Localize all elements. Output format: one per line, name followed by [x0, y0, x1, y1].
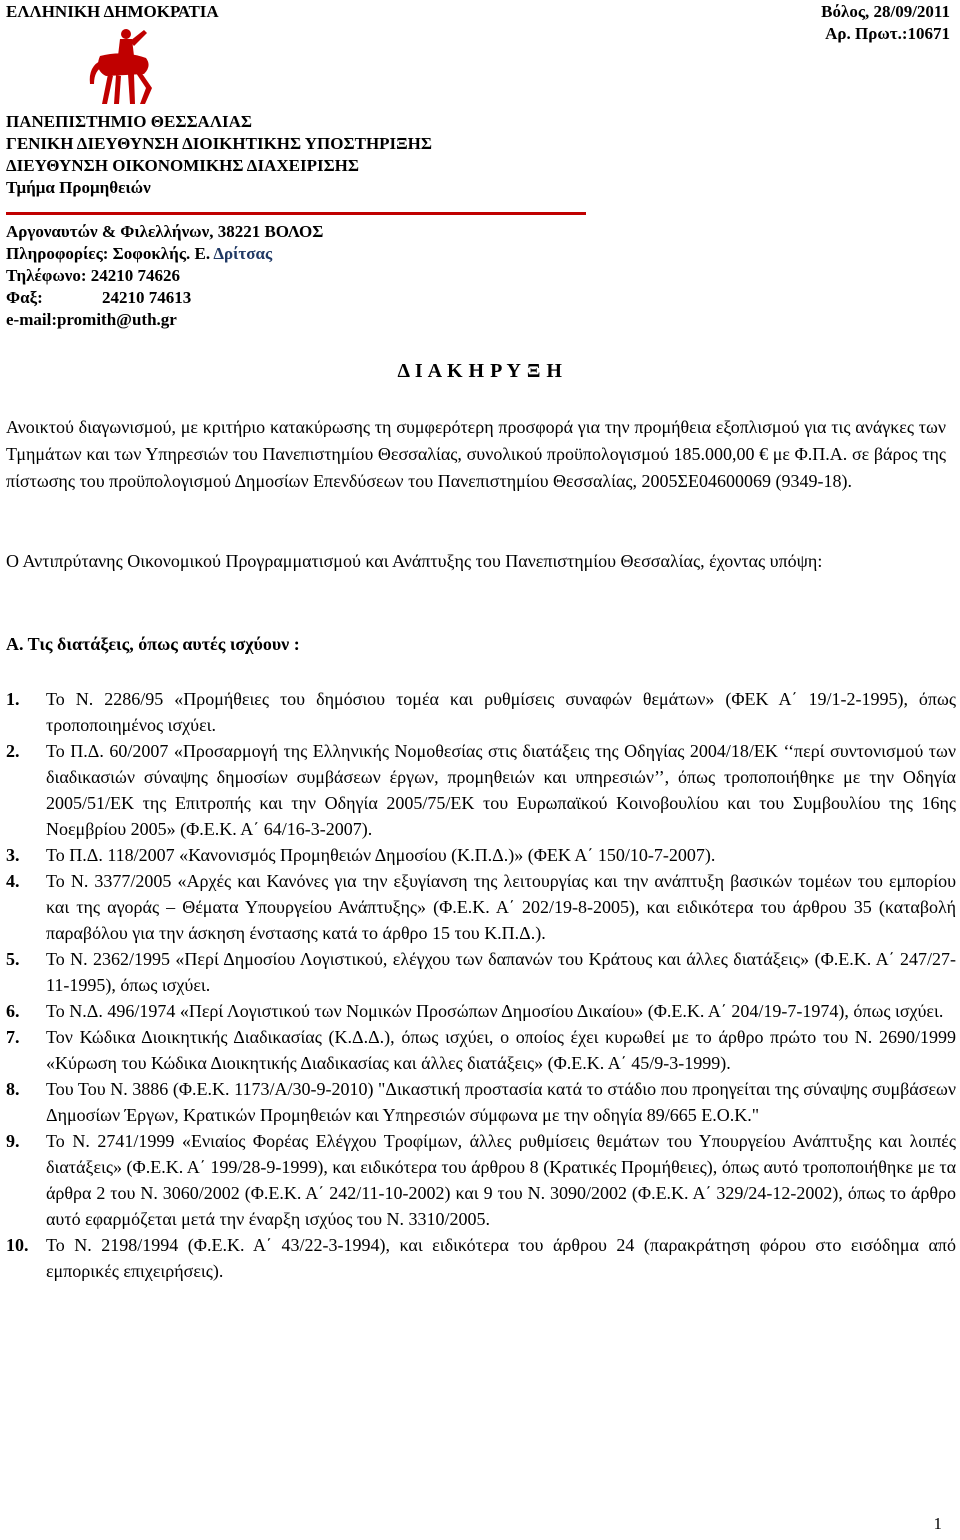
list-item-text: Το Ν. 2362/1995 «Περί Δημοσίου Λογιστικού, ελέγχου των δαπανών του Κράτους και άλλες διατάξεις» (Φ.Ε.Κ. Α΄ 247/27-11-1995), όπως ισχύει. — [46, 949, 956, 995]
email: e-mail:promith@uth.gr — [6, 310, 177, 329]
list-item-number: 2. — [6, 741, 20, 761]
list-item-text: Του Του Ν. 3886 (Φ.Ε.Κ. 1173/Α/30-9-2010) "Δικαστική προστασία κατά το στάδιο που προηγείται της σύναψης συμβάσεων Δημοσίων Έργων, Κρατικών Προμηθειών και Υπηρεσιών σύμφωνα με την οδηγία 89/665 Ε.Ο.Κ." — [46, 1079, 956, 1125]
org-line-general-directorate: ΓΕΝΙΚΗ ΔΙΕΥΘΥΝΣΗ ΔΙΟΙΚΗΤΙΚΗΣ ΥΠΟΣΤΗΡΙΞΗΣ — [6, 134, 433, 153]
list-item — [6, 1024, 956, 1076]
list-item-text: Το Ν. 2741/1999 «Ενιαίος Φορέας Ελέγχου Τροφίμων, άλλες ρυθμίσεις θεμάτων του Υπουργείου Ανάπτυξης και λοιπές διατάξεις» (Φ.Ε.Κ. Α΄ 199/28-9-1999), και ειδικότερα του άρθρου 8 (Κρατικές Προμήθειες), όπως αυτό τροποποιήθηκε με τα άρθρα 2 του Ν. 3060/2002 (Φ.Ε.Κ. Α΄ 242/11-10-2002) και 9 του Ν. 3090/2002 (Φ.Ε.Κ. Α΄ 329/24-12-2002), όπως το άρθρο αυτό εφαρμόζεται μετά την έναρξη ισχύος του Ν. 3310/2005. — [46, 1131, 956, 1229]
list-item-text: Το Ν. 3377/2005 «Αρχές και Κανόνες για την εξυγίανση της λειτουργίας και την ανάπτυξη βασικών τομέων του εμπορίου και της αγοράς – Θέματα Υπουργείου Ανάπτυξης» (Φ.Ε.Κ. Α΄ 202/19-8-2005), και ειδικότερα του άρθρου 35 (καταβολή παραβόλου για την άσκηση ένστασης κατά το άρθρο 15 του Κ.Π.Δ.). — [46, 871, 956, 943]
list-item — [6, 686, 956, 738]
phone: Τηλέφωνο: 24210 74626 — [6, 266, 181, 285]
info-label: Πληροφορίες: Σοφοκλής. Ε. — [6, 244, 214, 263]
country-heading: ΕΛΛΗΝΙΚΗ ΔΗΜΟΚΡΑΤΙΑ — [6, 2, 219, 21]
list-item-text: Το Ν.Δ. 496/1974 «Περί Λογιστικού των Νομικών Προσώπων Δημοσίου Δικαίου» (Φ.Ε.Κ. Α΄ 204/19-7-1974), όπως ισχύει. — [46, 1001, 944, 1021]
legislation-list — [6, 686, 956, 1284]
info-name: Δρίτσας — [213, 244, 273, 263]
list-item — [6, 842, 956, 868]
list-item-text: Το Π.Δ. 118/2007 «Κανονισμός Προμηθειών Δημοσίου (Κ.Π.Δ.)» (ΦΕΚ Α΄ 150/10-7-2007). — [46, 845, 716, 865]
list-item-number: 3. — [6, 845, 20, 865]
address: Αργοναυτών & Φιλελλήνων, 38221 ΒΟΛΟΣ — [6, 222, 324, 241]
fax-value: 24210 74613 — [102, 288, 192, 307]
org-line-department: Τμήμα Προμηθειών — [6, 178, 151, 197]
page-title: Δ Ι Α Κ Η Ρ Υ Ξ Η — [397, 360, 563, 382]
list-item-text: Το Ν. 2198/1994 (Φ.Ε.Κ. Α΄ 43/22-3-1994), και ειδικότερα του άρθρου 24 (παρακράτηση φόρου στο εισόδημα από εμπορικές επιχειρήσεις). — [46, 1235, 956, 1281]
org-line-directorate: ΔΙΕΥΘΥΝΣΗ ΟΙΚΟΝΟΜΙΚΗΣ ΔΙΑΧΕΙΡΙΣΗΣ — [6, 156, 360, 175]
list-item — [6, 998, 956, 1024]
fax-label: Φαξ: — [6, 288, 43, 307]
list-item — [6, 1128, 956, 1232]
list-item-number: 4. — [6, 871, 20, 891]
list-item-number: 7. — [6, 1027, 20, 1047]
list-item-number: 5. — [6, 949, 20, 969]
list-item-text: Το Π.Δ. 60/2007 «Προσαρμογή της Ελληνικής Νομοθεσίας στις διατάξεις της Οδηγίας 2004/18/ΕΚ ‘‘περί συντονισμού των διαδικασιών σύναψης δημοσίων συμβάσεων έργων, προμηθειών και υπηρεσιών’’, όπως τροποποιήθηκε με την Οδηγία 2005/51/ΕΚ της Επιτροπής και την Οδηγία 2005/75/ΕΚ του Ευρωπαϊκού Κοινοβουλίου και του Συμβουλίου της 16ης Νοεμβρίου 2005» (Φ.Ε.Κ. Α΄ 64/16-3-2007). — [46, 741, 956, 839]
list-item — [6, 738, 956, 842]
list-item — [6, 1232, 956, 1284]
list-item-text: Το Ν. 2286/95 «Προμήθειες του δημόσιου τομέα και ρυθμίσεις συναφών θεμάτων» (ΦΕΚ Α΄ 19/1-2-1995), όπως τροποποιημένος ισχύει. — [46, 689, 956, 735]
list-item-number: 1. — [6, 689, 20, 709]
vice-rector-paragraph: Ο Αντιπρύτανης Οικονομικού Προγραμματισμού και Ανάπτυξης του Πανεπιστημίου Θεσσαλίας, έχοντας υπόψη: — [6, 551, 823, 571]
list-item-number: 8. — [6, 1079, 20, 1099]
header-divider — [6, 212, 586, 215]
place-date: Βόλος, 28/09/2011 — [821, 2, 950, 21]
university-logo — [80, 26, 166, 108]
page-number: 1 — [933, 1514, 942, 1533]
list-item — [6, 946, 956, 998]
list-item — [6, 1076, 956, 1128]
protocol-number: Αρ. Πρωτ.:10671 — [825, 24, 950, 43]
org-line-university: ΠΑΝΕΠΙΣΤΗΜΙΟ ΘΕΣΣΑΛΙΑΣ — [6, 112, 253, 131]
section-a-heading: Α. Τις διατάξεις, όπως αυτές ισχύουν : — [6, 634, 300, 654]
fax — [6, 288, 191, 308]
list-item-number: 6. — [6, 1001, 20, 1021]
list-item-text: Τον Κώδικα Διοικητικής Διαδικασίας (Κ.Δ.Δ.), όπως ισχύει, ο οποίος έχει κυρωθεί με το άρθρο πρώτο του Ν. 2690/1999 «Κύρωση του Κώδικα Διοικητικής Διαδικασίας και άλλες διατάξεις» (Φ.Ε.Κ. Α΄ 45/9-3-1999). — [46, 1027, 956, 1073]
contact-info — [6, 244, 272, 264]
list-item-number: 10. — [6, 1235, 29, 1255]
list-item-number: 9. — [6, 1131, 20, 1151]
list-item — [6, 868, 956, 946]
intro-paragraph: Ανοικτού διαγωνισμού, με κριτήριο κατακύρωσης τη συμφερότερη προσφορά για την προμήθεια εξοπλισμού για τις ανάγκες των Τμημάτων και των Υπηρεσιών του Πανεπιστημίου Θεσσαλίας, συνολικού προϋπολογισμού 185.000,00 € με Φ.Π.Α. σε βάρος της πίστωσης του προϋπολογισμού Δημοσίων Επενδύσεων του Πανεπιστημίου Θεσσαλίας, 2005ΣΕ04600069 (9349-18). — [6, 417, 946, 491]
